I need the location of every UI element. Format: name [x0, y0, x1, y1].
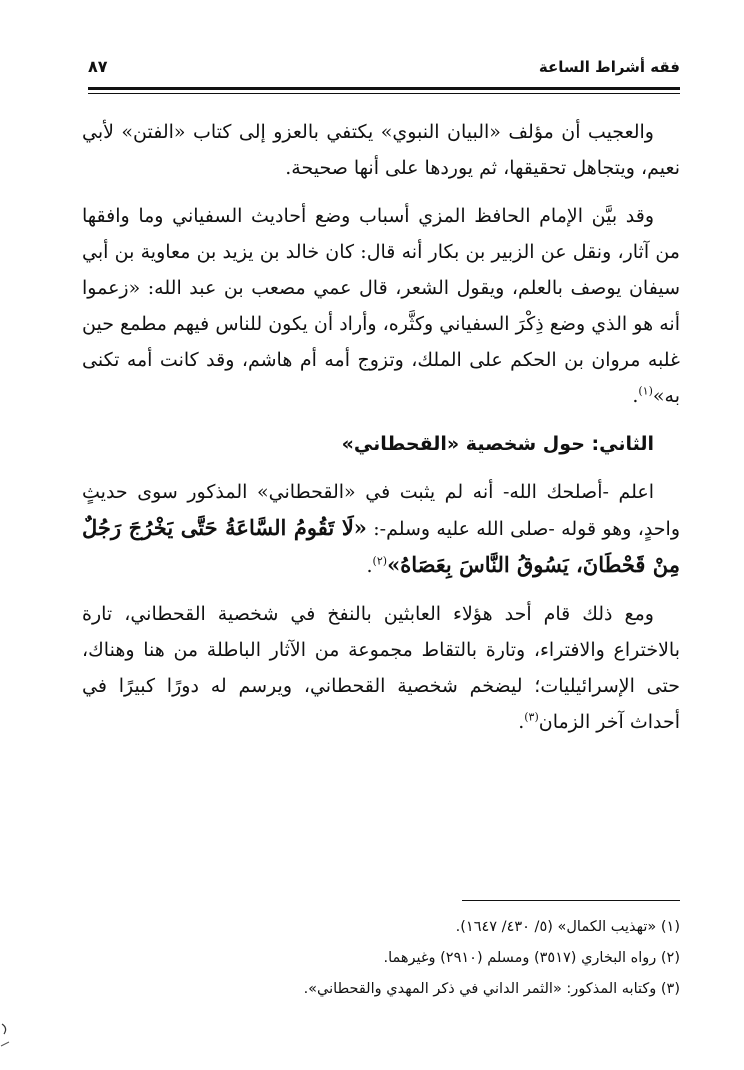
header-rule — [88, 87, 680, 90]
footnote-ref-2[interactable]: (٢) — [372, 554, 388, 568]
paragraph-1: والعجيب أن مؤلف «البيان النبوي» يكتفي بالعزو إلى كتاب «الفتن» لأبي نعيم، ويتجاهل تحقيقها، ثم يوردها على أنها صحيحة. — [82, 121, 680, 179]
paragraph-4 — [82, 596, 680, 740]
section-heading: الثاني: حول شخصية «القحطاني» — [341, 433, 654, 455]
paragraph-3-end: . — [366, 555, 373, 577]
page-header — [88, 58, 680, 82]
hadith-quote: «لَا تَقُومُ السَّاعَةُ حَتَّى يَخْرُجَ رَجُلٌ مِنْ قَحْطَانَ، يَسُوقُ النَّاسَ بِعَصَاهُ» — [82, 515, 680, 577]
footnote-1: (١) «تهذيب الكمال» (٥/ ٤٣٠/ ١٦٤٧). — [455, 919, 680, 935]
paragraph-3 — [82, 474, 680, 584]
footnote-ref-1[interactable]: (١) — [638, 384, 653, 398]
main-text — [82, 114, 680, 752]
margin-scan-mark — [0, 1022, 12, 1052]
running-title: فقه أشراط الساعة — [538, 58, 680, 76]
footnote-2: (٢) رواه البخاري (٣٥١٧) ومسلم (٢٩١٠) وغيرهما. — [383, 950, 680, 966]
paragraph-2 — [82, 198, 680, 414]
paragraph-2-text: وقد بيَّن الإمام الحافظ المزي أسباب وضع أحاديث السفياني وما وافقها من آثار، ونقل عن الزبير بن بكار أنه قال: كان خالد بن يزيد بن معاوية بن أبي سيفان يوصف بالعلم، ويقول الشعر، قال عمي مصعب بن عبد الله: «زعموا أنه هو الذي وضع ذِكْرَ السفياني وكثَّره، وأراد أن يكون للناس فيهم مطمع حين غلبه مروان بن الحكم على الملك، وتزوج أمه أم هاشم، وقد كانت أمه تكنى به» — [82, 205, 680, 407]
paragraph-3-text: اعلم -أصلحك الله- أنه لم يثبت في «القحطاني» المذكور سوى حديثٍ واحدٍ، وهو قوله -صلى الله عليه وسلم-: — [82, 481, 680, 540]
footnote-separator — [462, 900, 680, 901]
paragraph-4-text: ومع ذلك قام أحد هؤلاء العابثين بالنفخ في شخصية القحطاني، تارة بالاختراع والافتراء، وتارة بالتقاط مجموعة من الآثار الباطلة من هنا وهناك، حتى الإسرائيليات؛ ليضخم شخصية القحطاني، ويرسم له دورًا كبيرًا في أحداث آخر الزمان — [82, 603, 680, 733]
footnote-3: (٣) وكتابه المذكور: «الثمر الداني في ذكر المهدي والقحطاني». — [303, 981, 680, 997]
header-rule-thin — [88, 93, 680, 94]
page-number: ٨٧ — [88, 57, 108, 76]
paragraph-2-end: . — [632, 385, 639, 407]
paragraph-4-end: . — [518, 711, 525, 733]
footnotes — [82, 912, 680, 1005]
footnote-ref-3[interactable]: (٣) — [524, 710, 539, 724]
